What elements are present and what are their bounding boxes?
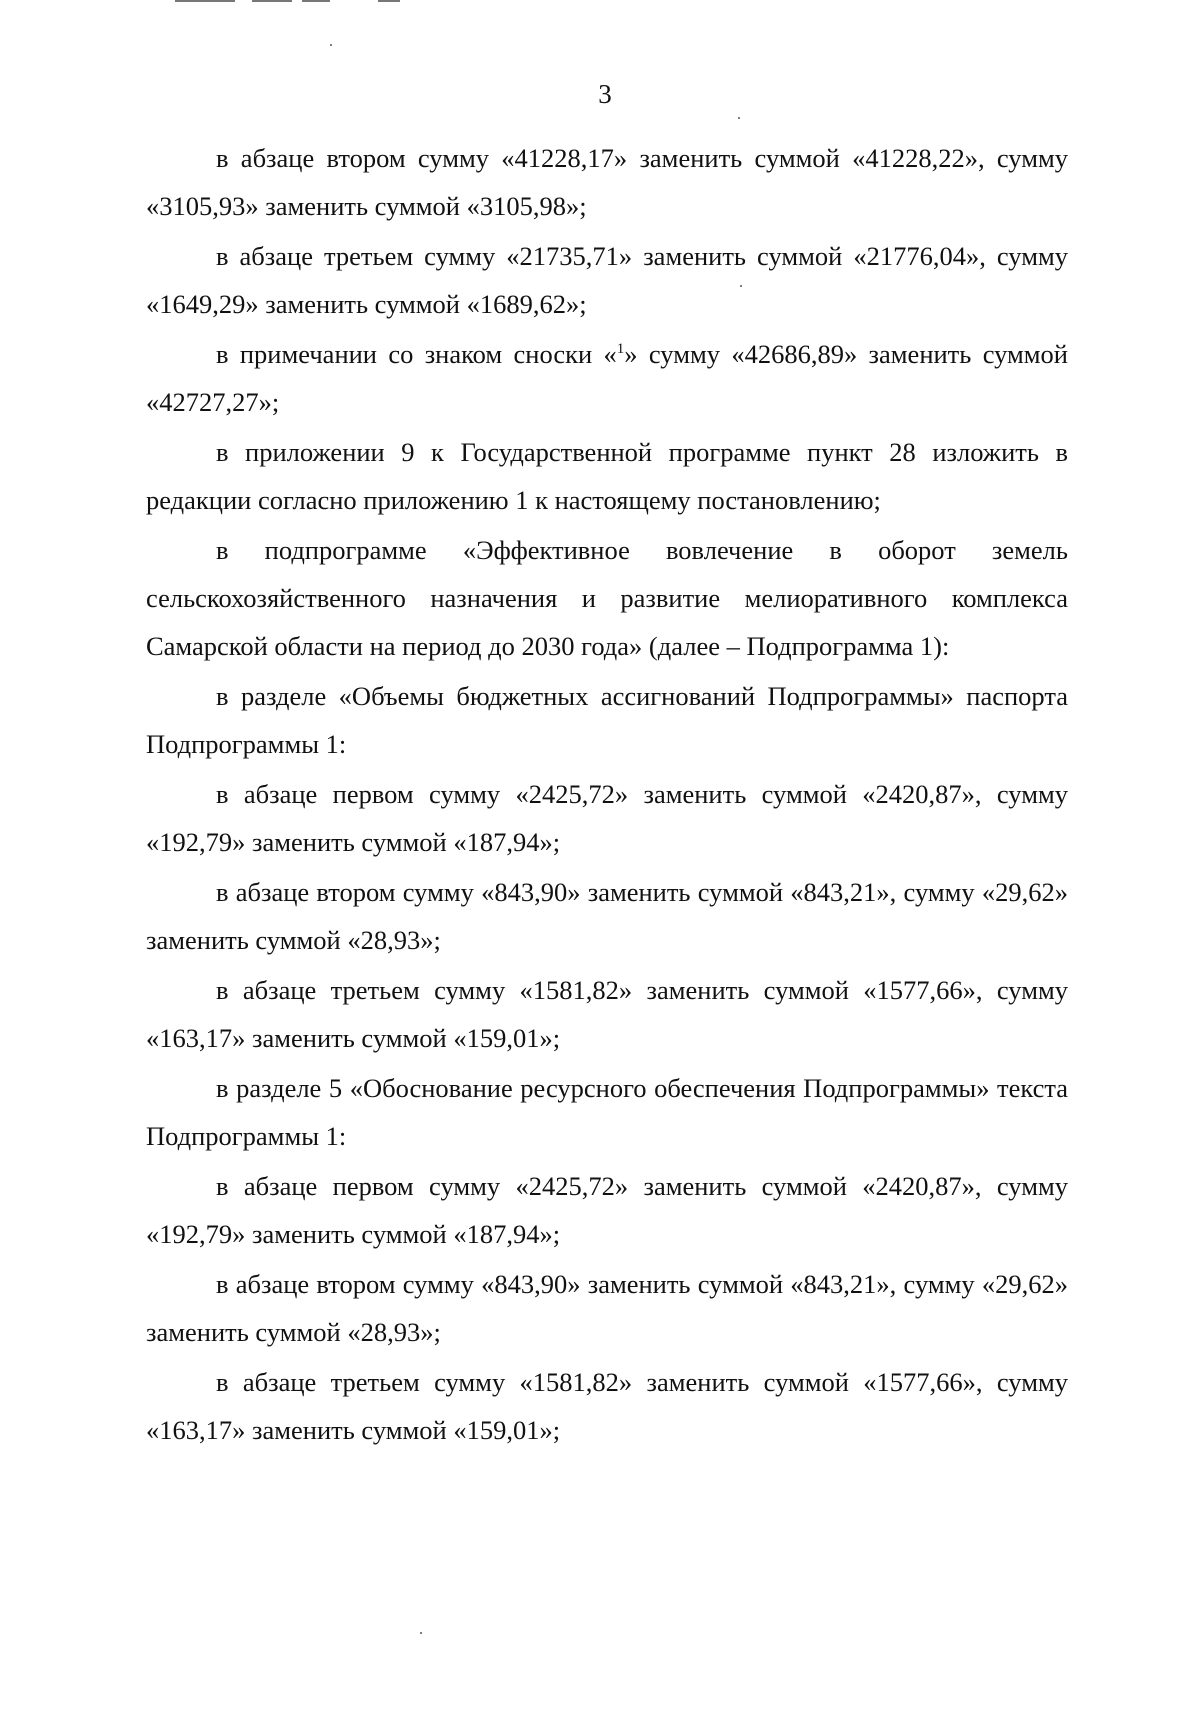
scan-edge-mark bbox=[378, 0, 400, 2]
scan-speck bbox=[330, 44, 332, 46]
paragraph: в абзаце первом сумму «2425,72» заменить суммой «2420,87», сумму «192,79» заменить суммой «187,94»; bbox=[146, 1171, 1068, 1249]
paragraph: в абзаце третьем сумму «21735,71» заменить суммой «21776,04», сумму «1649,29» заменить суммой «1689,62»; bbox=[146, 241, 1068, 319]
paragraph: в абзаце первом сумму «2425,72» заменить суммой «2420,87», сумму «192,79» заменить суммой «187,94»; bbox=[146, 779, 1068, 857]
scan-edge-mark bbox=[252, 0, 292, 2]
paragraph-text: в примечании со знаком сноски « bbox=[216, 339, 617, 369]
paragraph: в абзаце третьем сумму «1581,82» заменить суммой «1577,66», сумму «163,17» заменить суммой «159,01»; bbox=[146, 1367, 1068, 1445]
page-number: 3 bbox=[598, 79, 612, 109]
paragraph: в абзаце втором сумму «41228,17» заменить суммой «41228,22», сумму «3105,93» заменить суммой «3105,98»; bbox=[146, 143, 1068, 221]
footnote-marker: 1 bbox=[616, 341, 625, 358]
paragraph: в разделе 5 «Обоснование ресурсного обеспечения Подпрограммы» текста Подпрограммы 1: bbox=[146, 1073, 1068, 1151]
scan-edge-mark bbox=[175, 0, 235, 2]
paragraph: в подпрограмме «Эффективное вовлечение в оборот земель сельскохозяйственного назначения и развитие мелиоративного комплекса Самарской области на период до 2030 года» (далее – Подпрограмма 1): bbox=[146, 535, 1068, 661]
paragraph bbox=[146, 330, 1068, 426]
document-body bbox=[146, 134, 1068, 1454]
paragraph: в абзаце третьем сумму «1581,82» заменить суммой «1577,66», сумму «163,17» заменить суммой «159,01»; bbox=[146, 975, 1068, 1053]
paragraph: в приложении 9 к Государственной программе пункт 28 изложить в редакции согласно приложению 1 к настоящему постановлению; bbox=[146, 437, 1068, 515]
paragraph: в разделе «Объемы бюджетных ассигнований Подпрограммы» паспорта Подпрограммы 1: bbox=[146, 681, 1068, 759]
scan-speck bbox=[420, 1632, 422, 1634]
scan-edge-mark bbox=[302, 0, 330, 2]
paragraph: в абзаце втором сумму «843,90» заменить суммой «843,21», сумму «29,62» заменить суммой «28,93»; bbox=[146, 877, 1068, 955]
paragraph-text: » сумму «42686,89» заменить суммой «42727,27»; bbox=[146, 339, 1068, 417]
scan-speck bbox=[738, 117, 740, 119]
paragraph: в абзаце втором сумму «843,90» заменить суммой «843,21», сумму «29,62» заменить суммой «28,93»; bbox=[146, 1269, 1068, 1347]
